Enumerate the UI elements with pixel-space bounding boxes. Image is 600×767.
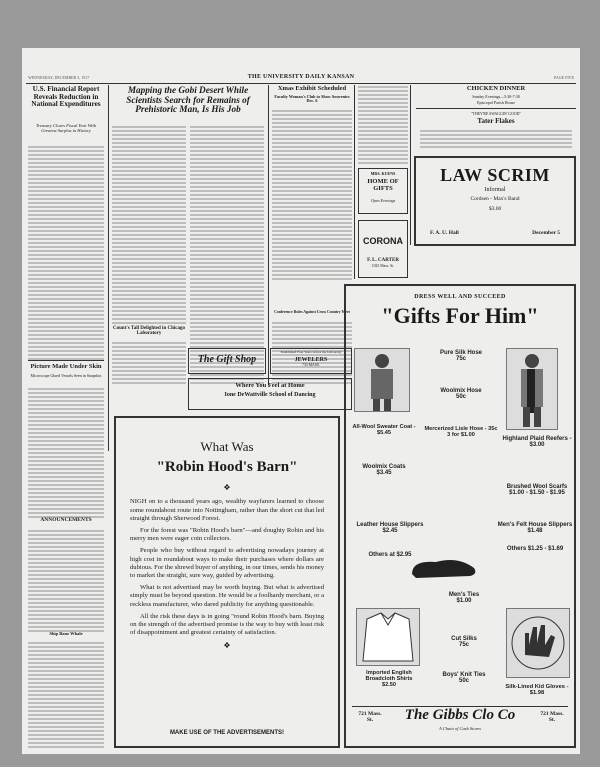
col5-divider	[416, 108, 576, 109]
shirts-illustration	[356, 608, 420, 666]
col3-body	[272, 108, 352, 282]
product-price: Others at $2.95	[368, 552, 412, 558]
product-leather-slippers	[352, 522, 428, 558]
law-scrim-band: Cordsen - Max's Band	[470, 196, 520, 203]
product-price: 3 for $1.00	[447, 432, 475, 438]
product-mens-ties	[430, 592, 498, 604]
product-cut-silks	[430, 636, 498, 648]
store-address-left: 721 Mass. St.	[358, 711, 382, 723]
chicken-dinner-title: CHICKEN DINNER	[466, 85, 526, 92]
ship-text	[28, 640, 104, 748]
product-woolmix-coats	[352, 464, 416, 476]
newspaper-page	[22, 48, 580, 754]
man-figure-icon	[355, 349, 409, 411]
robin-hood-p1: NIGH on to a thousand years ago, wealthy wayfarers learned to choose some roundabout route into Nottingham, rather than the short cut that led straight through Sherwood Forest.	[130, 498, 324, 522]
column-rule	[354, 85, 355, 279]
product-name: Leather House Slippers $2.45	[356, 522, 424, 534]
dancing-school-head: Where You Feel at Home	[235, 382, 305, 389]
robin-hood-p4: What is not advertised may be worth buying. But what is advertised simply must be beyond question. He would be a foolhardy merchant, or a reckless manufacturer, who dared publicity for anything questionable.	[130, 584, 324, 608]
ship-headline: Ship Banz Whale	[49, 631, 83, 636]
gifts-kicker: DRESS WELL AND SUCCEED	[414, 294, 506, 300]
col1-body-text2	[28, 386, 104, 518]
gifts-title: "Gifts For Him"	[381, 303, 539, 329]
product-name: Cut Silks	[451, 636, 477, 642]
col2-body-bottom	[112, 340, 186, 386]
glove-icon	[507, 609, 569, 677]
robin-hood-p3: People who buy without regard to advertising nowadays journey at high cost in roundabout ways to make their purchases where dollars are dubious. For the shrewd buyer of anything, in our times, sends his money to market the straight, sure way, guided by advertising.	[130, 547, 324, 580]
product-name: All-Wool Sweater Coat - $5.45	[352, 424, 416, 436]
product-name: Men's Ties	[448, 592, 480, 598]
scarf-man-illustration	[506, 348, 558, 430]
tater-flakes-tagline: "THEY'RE SWAGGIN' GOOD"	[471, 112, 521, 116]
product-price: 75c	[455, 356, 466, 362]
product-name: Boys' Knit Ties	[442, 672, 486, 678]
home-of-gifts-hours: Open Evenings	[370, 197, 396, 203]
announcements-heading: ANNOUNCEMENTS	[40, 517, 92, 523]
col1-subhead2: Microscope Glued Vessels Seen in Snapshot	[30, 373, 102, 378]
gift-shop-ad	[188, 348, 266, 374]
product-name: Brushed Wool Scarfs	[506, 484, 568, 490]
col1-divider	[28, 360, 104, 361]
product-price: 75c	[458, 642, 469, 648]
product-price: $1.00	[456, 598, 472, 604]
corona-ad	[358, 220, 408, 278]
corona-title: CORONA	[363, 236, 403, 246]
announcements-text	[28, 528, 104, 632]
ornament-icon: ❖	[223, 641, 231, 651]
product-plaid-reefers	[502, 436, 572, 448]
product-name: Mercerized Lisle Hose - 35c	[424, 426, 498, 432]
ornament-icon: ❖	[223, 483, 231, 493]
home-of-gifts-title: HOME OF GIFTS	[367, 178, 399, 192]
gift-shop-logo: The Gift Shop	[197, 354, 257, 365]
product-price: $2.50	[382, 682, 396, 688]
law-scrim-title: LAW SCRIM	[440, 165, 550, 185]
sweater-man-illustration	[354, 348, 410, 412]
product-wool-scarfs	[502, 484, 572, 496]
gifts-for-him-ad	[344, 284, 576, 748]
column-rule	[268, 85, 269, 385]
col3-headline: Xmas Exhibit Scheduled	[277, 85, 347, 92]
product-price: Others $1.25 - $1.69	[506, 546, 564, 552]
gibbs-clothing-sub: A Chain of Cash Stores	[438, 726, 481, 731]
chicken-dinner-place: Episcopal Parish House	[477, 100, 515, 105]
col2-headline2: Count's Tall Delighted in Chicago Laboratory	[113, 326, 185, 337]
product-name: Men's Felt House Slippers $1.48	[497, 522, 573, 534]
col3-subhead: Faculty Woman's Club to Show Souvenirs Dec. 6	[274, 94, 350, 104]
column-rule	[410, 85, 411, 245]
product-name: Woolmix Hose	[440, 388, 482, 394]
law-scrim-date: December 5	[532, 230, 560, 236]
col2-body-left	[112, 124, 186, 324]
product-pure-silk-hose	[418, 350, 504, 362]
masthead-page: PAGE FIVE	[554, 75, 574, 80]
robin-hood-p2: For the forest was "Robin Hood's barn"—and doughty Robin and his merry men were eager coin collectors.	[130, 527, 324, 543]
jewelers-name: JEWELERS	[294, 356, 328, 363]
product-boys-knit-ties	[430, 672, 498, 684]
product-felt-slippers	[496, 522, 574, 552]
gibbs-clothing-logo: The Gibbs Clo Co	[404, 707, 516, 723]
product-kid-gloves	[500, 684, 574, 696]
scarf-figure-icon	[507, 349, 557, 429]
gloves-illustration	[506, 608, 570, 678]
robin-hood-body	[130, 498, 324, 637]
tater-flakes-text	[420, 128, 572, 150]
robin-hood-kicker: What Was	[200, 439, 254, 454]
robin-hood-p5: All the risk these days is in going "round Robin Hood's barn. Buying on the strength of the advertised promise is the way to buy with least risk of disappointment and greatest certainty of satisfaction.	[130, 612, 324, 637]
product-name: Silk-Lined Kid Gloves - $1.98	[505, 684, 569, 696]
chicken-dinner-time: Sunday Evenings—5:30-7:30	[472, 94, 520, 99]
product-price: 50c	[458, 678, 469, 684]
col2-headline: Mapping the Gobi Desert While Scientists Search for Remains of Prehistoric Man, Is His Job	[126, 85, 250, 115]
masthead-date: WEDNESDAY, DECEMBER 5, 1917	[28, 75, 90, 80]
product-woolmix-hose	[418, 388, 504, 400]
col1-headline: U.S. Financial Report Reveals Reduction in National Expenditures	[31, 85, 101, 109]
tater-flakes-title: Tater Flakes	[477, 117, 515, 125]
product-broadcloth-shirts	[352, 670, 426, 688]
col4-body	[358, 84, 408, 164]
masthead-rule	[26, 83, 576, 84]
col1-headline2: Picture Made Under Skin	[30, 363, 102, 370]
masthead-title: THE UNIVERSITY DAILY KANSAN	[247, 74, 355, 80]
corona-dealer: F. L. CARTER	[367, 258, 399, 264]
store-address-right: 721 Mass. St.	[540, 711, 564, 723]
robin-hood-footer: MAKE USE OF THE ADVERTISEMENTS!	[169, 729, 285, 736]
column-rule	[108, 85, 109, 451]
col1-body-text	[28, 144, 104, 360]
product-price: $3.45	[376, 470, 392, 476]
product-sweater-coat	[352, 424, 416, 436]
jewelers-address: 735 MASS.	[302, 362, 320, 367]
home-of-gifts-name: MRS. KUENS	[370, 171, 396, 176]
home-of-gifts-ad	[358, 168, 408, 214]
jewelers-ad	[270, 348, 352, 374]
col1-subhead: Treasury Closes Fiscal Year With Greatest Surplus in History	[36, 123, 96, 133]
dancing-school-ad	[188, 378, 352, 410]
robin-hood-ad	[114, 416, 340, 748]
law-scrim-hall: F. A. U. Hall	[430, 230, 459, 236]
product-name: Woolmix Coats	[362, 464, 406, 470]
corona-address: 1025 Mass. St.	[371, 263, 395, 268]
col2-body-right	[190, 124, 264, 384]
product-price: $1.00 - $1.50 - $1.95	[509, 490, 565, 496]
jewelers-tagline: Established Four Years before the University	[280, 350, 342, 354]
law-scrim-price: $3.00	[488, 205, 502, 212]
product-price: 50c	[455, 394, 466, 400]
law-scrim-ad	[414, 156, 576, 246]
product-name: Highland Plaid Reefers - $3.00	[502, 436, 572, 448]
shirt-icon	[357, 609, 419, 665]
col3-conference-head: Conference Rules Against Cross Country Meet	[274, 310, 350, 314]
dancing-school-name: Ione DeWattville School of Dancing	[224, 391, 316, 398]
product-name: Imported English Broadcloth Shirts	[365, 670, 413, 682]
product-lisle-hose	[418, 426, 504, 438]
robin-hood-title: "Robin Hood's Barn"	[156, 458, 298, 475]
law-scrim-informal: Informal	[484, 186, 506, 193]
product-name: Pure Silk Hose	[439, 350, 483, 356]
